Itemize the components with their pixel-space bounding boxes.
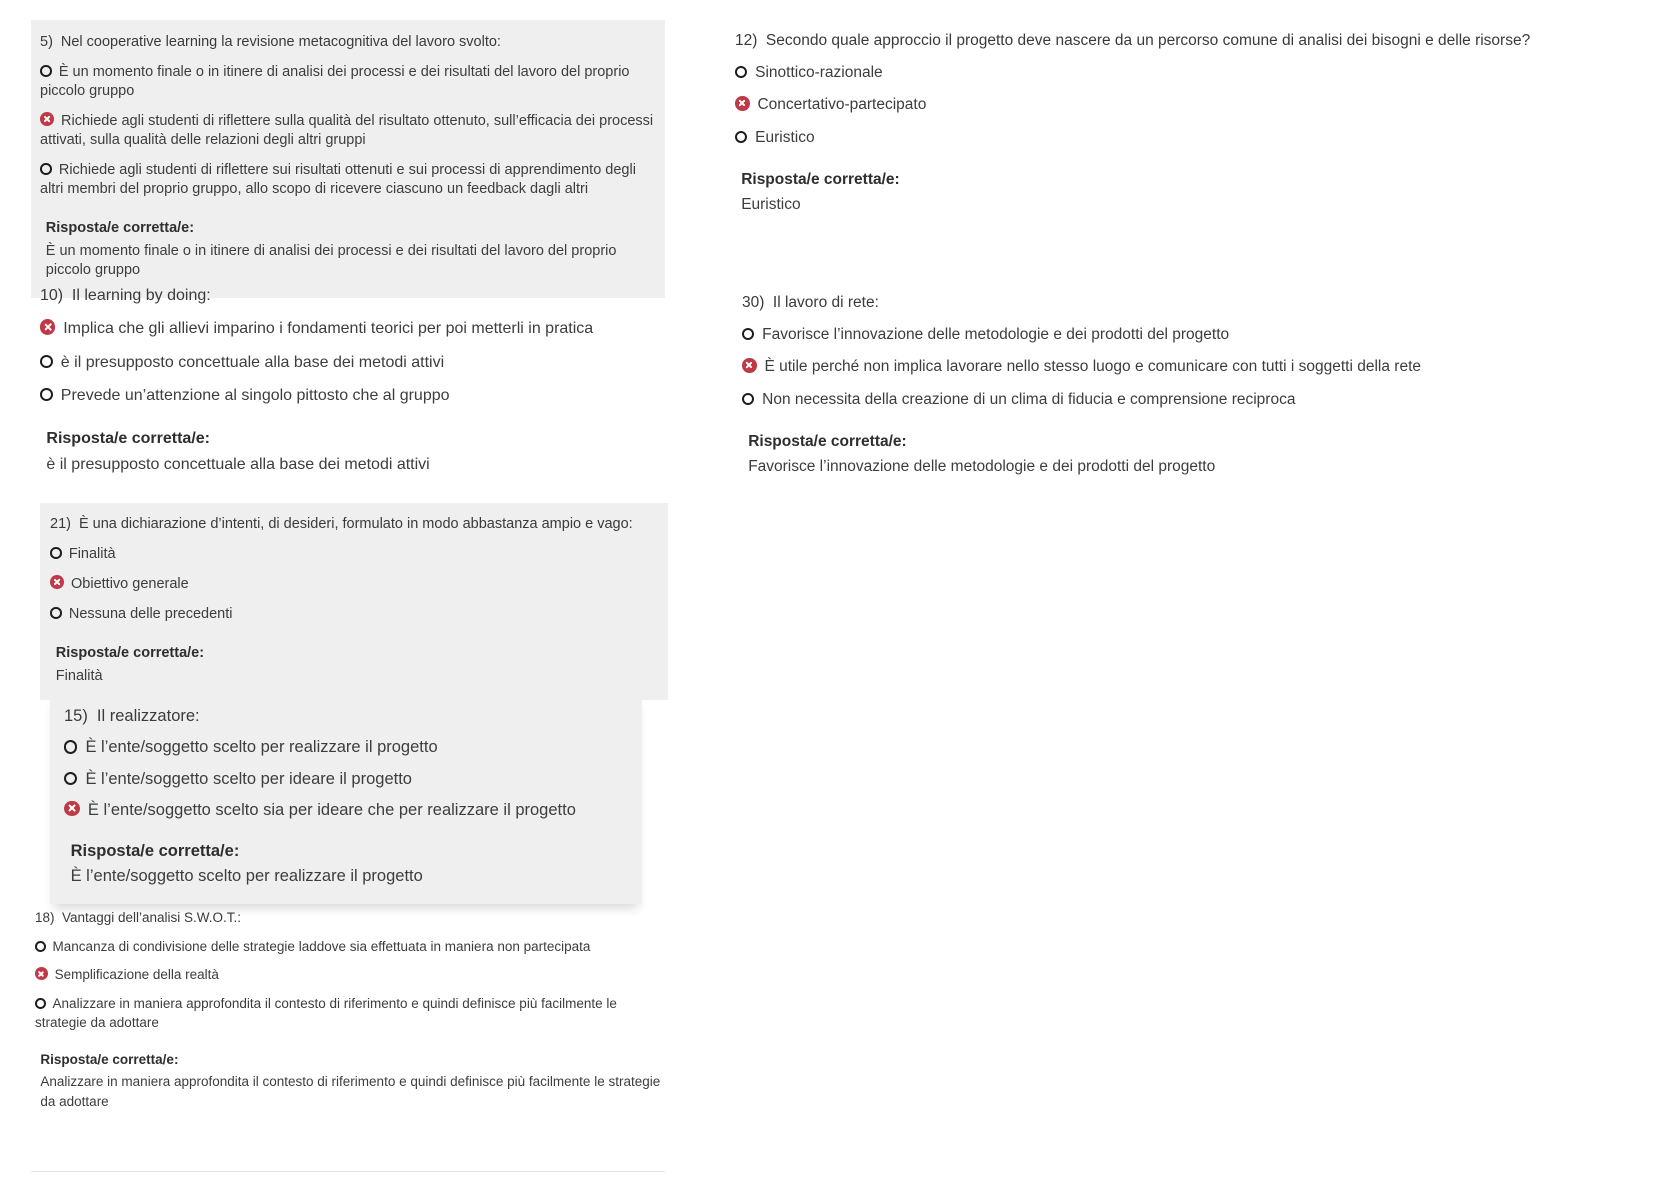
question-block-18 (35, 908, 667, 1111)
correct-answer-section (40, 428, 665, 476)
correct-answer-text: È l’ente/soggetto scelto per realizzare il progetto (70, 867, 423, 886)
radio-unselected-icon (735, 66, 747, 78)
wrong-answer-icon (64, 801, 80, 817)
radio-unselected-icon (35, 941, 46, 952)
option-row[interactable] (742, 324, 1562, 345)
question-block-12 (735, 30, 1557, 215)
question-text: Vantaggi dell’analisi S.W.O.T.: (61, 910, 242, 925)
option-row[interactable] (35, 937, 667, 956)
correct-answer-label: Risposta/e corretta/e: (55, 644, 205, 661)
correct-answer-label: Risposta/e corretta/e: (40, 1052, 179, 1068)
option-label: Finalità (68, 545, 116, 562)
question-number: 5) (40, 34, 53, 50)
option-row[interactable] (50, 605, 658, 625)
option-row[interactable] (40, 385, 665, 407)
option-row[interactable] (735, 62, 1557, 83)
radio-unselected-icon (50, 607, 62, 619)
question-block-5 (31, 20, 665, 298)
question-number: 21) (50, 516, 71, 532)
option-row[interactable] (40, 318, 665, 340)
question-title (50, 515, 658, 535)
option-label: Mancanza di condivisione delle strategie laddove sia effettuata in maniera non partecipata (52, 938, 591, 954)
correct-answer-text: è il presupposto concettuale alla base dei metodi attivi (46, 456, 430, 474)
option-label: È un momento finale o in itinere di analisi dei processi e dei risultati del lavoro del proprio piccolo gruppo (40, 63, 630, 99)
option-row[interactable] (735, 127, 1557, 148)
wrong-answer-icon (35, 967, 48, 980)
correct-answer-section (64, 841, 628, 888)
option-label: Sinottico-razionale (755, 64, 883, 82)
correct-answer-label: Risposta/e corretta/e: (741, 170, 900, 188)
radio-unselected-icon (50, 547, 62, 559)
question-text: Il learning by doing: (71, 287, 211, 304)
question-title (40, 285, 665, 307)
option-label: Analizzare in maniera approfondita il contesto di riferimento e quindi definisce più facilmente le strategie da adottare (35, 995, 617, 1030)
wrong-answer-icon (40, 319, 55, 334)
correct-answer-label: Risposta/e corretta/e: (748, 432, 907, 450)
question-block-21 (40, 503, 668, 700)
question-number: 30) (742, 294, 765, 311)
question-text: Nel cooperative learning la revisione metacognitiva del lavoro svolto: (60, 34, 501, 50)
correct-answer-text: È un momento finale o in itinere di analisi dei processi e dei risultati del lavoro del proprio piccolo gruppo (45, 242, 617, 278)
wrong-answer-icon (40, 112, 54, 126)
question-number: 18) (35, 910, 55, 925)
option-row[interactable] (742, 356, 1562, 377)
question-block-10 (40, 285, 665, 476)
radio-unselected-icon (40, 163, 52, 175)
radio-unselected-icon (40, 65, 52, 77)
question-text: Il lavoro di rete: (772, 294, 879, 311)
question-block-30 (742, 292, 1562, 477)
question-number: 15) (64, 707, 88, 725)
correct-answer-text: Analizzare in maniera approfondita il contesto di riferimento e quindi definisce più facilmente le strategie da adottare (40, 1074, 661, 1109)
option-label: è il presupposto concettuale alla base dei metodi attivi (60, 353, 445, 371)
option-label: Euristico (755, 128, 815, 146)
correct-answer-text: Favorisce l’innovazione delle metodologie e dei prodotti del progetto (748, 457, 1216, 475)
correct-answer-section (742, 431, 1562, 477)
wrong-answer-icon (742, 358, 757, 373)
option-row[interactable] (742, 389, 1562, 410)
question-title (40, 33, 655, 52)
question-text: Secondo quale approccio il progetto deve nascere da un percorso comune di analisi dei bisogni e delle risorse? (765, 32, 1531, 49)
question-block-15 (50, 694, 642, 904)
option-row[interactable] (40, 161, 655, 200)
correct-answer-label: Risposta/e corretta/e: (46, 430, 210, 448)
option-label: Obiettivo generale (71, 575, 189, 592)
radio-unselected-icon (735, 131, 747, 143)
correct-answer-section (35, 1050, 667, 1110)
radio-unselected-icon (64, 740, 77, 753)
radio-unselected-icon (40, 388, 53, 401)
question-number: 12) (735, 32, 758, 49)
option-row[interactable] (64, 769, 628, 790)
option-label: Concertativo-partecipato (757, 96, 927, 114)
option-label: È utile perché non implica lavorare nello stesso luogo e comunicare con tutti i soggetti della rete (764, 358, 1422, 376)
correct-answer-section (50, 644, 658, 687)
radio-unselected-icon (742, 393, 754, 405)
option-label: Semplificazione della realtà (54, 967, 219, 983)
option-label: Nessuna delle precedenti (68, 605, 233, 622)
option-row[interactable] (64, 737, 628, 758)
option-row[interactable] (40, 112, 655, 151)
wrong-answer-icon (735, 96, 750, 111)
question-title (64, 706, 628, 727)
option-row[interactable] (50, 545, 658, 565)
correct-answer-label: Risposta/e corretta/e: (70, 842, 240, 861)
radio-unselected-icon (64, 772, 77, 785)
option-label: Favorisce l’innovazione delle metodologie e dei prodotti del progetto (762, 326, 1230, 344)
option-label: Implica che gli allievi imparino i fondamenti teorici per poi metterli in pratica (63, 320, 594, 338)
question-title (742, 292, 1562, 313)
option-label: È l’ente/soggetto scelto sia per ideare che per realizzare il progetto (87, 800, 576, 819)
option-label: È l’ente/soggetto scelto per ideare il progetto (85, 769, 412, 788)
option-row[interactable] (40, 352, 665, 374)
correct-answer-text: Euristico (741, 195, 801, 213)
correct-answer-text: Finalità (55, 667, 103, 684)
option-label: Non necessita della creazione di un clima di fiducia e comprensione reciproca (762, 390, 1296, 408)
correct-answer-label: Risposta/e corretta/e: (45, 219, 195, 236)
option-label: Richiede agli studenti di riflettere sulla qualità del risultato ottenuto, sull’efficacia dei processi attivati, sulla qualità delle relazioni degli altri gruppi (40, 112, 654, 148)
wrong-answer-icon (50, 575, 64, 589)
radio-unselected-icon (742, 328, 754, 340)
question-text: È una dichiarazione d’intenti, di desideri, formulato in modo abbastanza ampio e vago: (78, 516, 633, 532)
correct-answer-section (40, 219, 655, 280)
option-row[interactable] (735, 94, 1557, 115)
question-title (35, 908, 667, 927)
bottom-divider (31, 1171, 665, 1172)
radio-unselected-icon (40, 355, 53, 368)
option-label: È l’ente/soggetto scelto per realizzare il progetto (85, 738, 438, 757)
question-number: 10) (40, 287, 64, 304)
option-row[interactable] (64, 800, 628, 821)
correct-answer-section (735, 169, 1557, 215)
question-text: Il realizzatore: (96, 707, 200, 725)
radio-unselected-icon (35, 998, 46, 1009)
option-row[interactable] (35, 965, 667, 984)
option-label: Prevede un’attenzione al singolo pittosto che al gruppo (60, 386, 450, 404)
option-row[interactable] (40, 63, 655, 102)
question-title (735, 30, 1557, 51)
option-label: Richiede agli studenti di riflettere sui risultati ottenuti e sui processi di apprendimento degli altri membri del proprio gruppo, allo scopo di ricevere ciascuno un feedback dagli altri (40, 161, 636, 197)
option-row[interactable] (50, 575, 658, 595)
option-row[interactable] (35, 994, 667, 1032)
